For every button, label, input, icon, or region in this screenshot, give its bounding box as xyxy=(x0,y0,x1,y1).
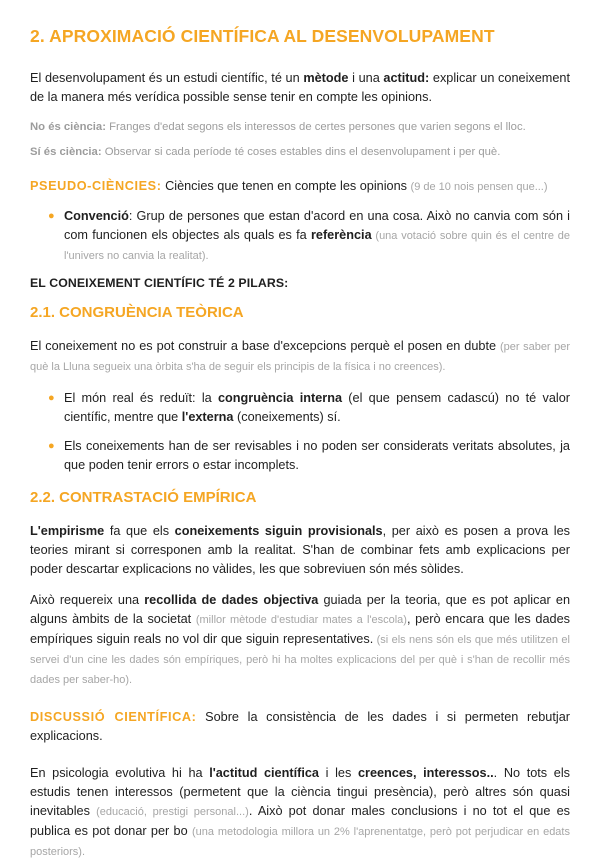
pseudo-ciencies-line xyxy=(30,177,570,197)
convencio-text: : Grup de persones que estan d'acord en una cosa. Això no canvia com són i com funcionen els objectes als quals es fa xyxy=(64,209,570,242)
section-2-2-title: 2.2. CONTRASTACIÓ EMPÍRICA xyxy=(30,489,257,506)
s21-list xyxy=(30,389,570,475)
referencia-bold: referència xyxy=(310,228,372,242)
no-ciencia-line xyxy=(30,119,570,136)
s21-li1-bold-1: congruència interna xyxy=(218,391,343,405)
s21-li1-bold-2: l'externa xyxy=(181,410,234,424)
s22-paragraph-1 xyxy=(30,522,570,579)
intro-text-1: El desenvolupament és un estudi científic, té un xyxy=(30,71,304,85)
final-text-1: En psicologia evolutiva hi ha xyxy=(30,766,210,780)
discussio-paragraph xyxy=(30,708,570,746)
convencio-list xyxy=(30,207,570,266)
s22-p2-text-1: Això requereix una xyxy=(30,593,145,607)
bullet-icon: ● xyxy=(48,440,55,452)
provisionals-bold: coneixements siguin provisionals xyxy=(174,524,383,538)
s22-paragraph-2 xyxy=(30,591,570,690)
list-item xyxy=(30,389,570,427)
s22-p1-text-2: , per això es posen a prova les teories mirant si corresponen amb la realitat. S'han de combinar fets amb explicacions per poder descartar explicacions no vàlides, les que sobreviuen són més sòlides. xyxy=(30,524,570,576)
empirisme-bold: L'empirisme xyxy=(30,524,105,538)
intro-paragraph xyxy=(30,69,570,107)
final-paragraph xyxy=(30,764,570,862)
convencio-bold: Convenció xyxy=(64,209,129,223)
final-text-3: . No tots els estudis tenen interessos (permetent que la ciència tingui presència), però altres són quasi inevitables xyxy=(30,766,571,818)
convencio-note: (una votació sobre quin és el centre de l'univers no canvia la realitat). xyxy=(64,230,571,262)
si-ciencia-label: Sí és ciència: xyxy=(30,146,102,158)
discussio-label: DISCUSSIÓ CIENTÍFICA: xyxy=(30,710,197,724)
s21-li1-text-2: (el que pensem cadascú) no té valor científic, mentre que xyxy=(64,391,570,424)
section-2-1-title: 2.1. CONGRUÈNCIA TEÒRICA xyxy=(30,304,244,321)
pseudo-ciencies-text: Ciències que tenen en compte les opinions xyxy=(161,179,411,193)
recollida-bold: recollida de dades objectiva xyxy=(144,593,319,607)
s22-p2-text-3: , però encara que les dades empíriques siguin reals no vol dir que siguin representatives. xyxy=(30,612,571,646)
bullet-icon: ● xyxy=(48,392,55,404)
s22-p2-note-2: (si els nens són els que més utilitzen el servei d'un cine les dades són empíriques, però hi ha moltes explicacions del per què i s'han de recollir més dades per saber-ho). xyxy=(30,634,570,686)
s21-li1-text-3: (coneixements) sí. xyxy=(233,410,341,424)
bullet-icon: ● xyxy=(48,210,55,222)
list-item xyxy=(30,207,570,266)
no-ciencia-label: No és ciència: xyxy=(30,121,106,133)
s21-text: El coneixement no es pot construir a base d'excepcions perquè el posen en dubte xyxy=(30,339,501,353)
s21-li2-text: Els coneixements han de ser revisables i no poden ser considerats veritats absolutes, ja que poden tenir errors o estar incomplets. xyxy=(64,439,570,472)
page-title: 2. APROXIMACIÓ CIENTÍFICA AL DESENVOLUPAMENT xyxy=(30,26,495,46)
final-text-2: i les xyxy=(318,766,358,780)
s22-p2-note-1: (millor mètode d'estudiar mates a l'escola) xyxy=(195,614,407,626)
s22-p2-text-2: guiada per la teoria, que es pot aplicar en alguns àmbits de la societat xyxy=(30,593,570,626)
intro-text-3: explicar un coneixement de la manera més verídica possible sense tenir en compte les opinions. xyxy=(30,71,570,104)
list-item xyxy=(30,437,570,475)
s21-note: (per saber per què la Lluna segueix una òrbita s'ha de seguir els principis de la física i no creences). xyxy=(30,341,571,373)
creences-bold: creences, interessos.. xyxy=(357,766,494,780)
discussio-text: Sobre la consistència de les dades i si permeten rebutjar explicacions. xyxy=(30,710,570,743)
intro-text-2: i una xyxy=(348,71,384,85)
si-ciencia-text: Observar si cada període té coses estables dins el desenvolupament i per què. xyxy=(101,146,501,158)
pseudo-ciencies-note: (9 de 10 nois pensen que...) xyxy=(410,181,548,193)
final-note-2: (una metodologia millora un 2% l'aprenentatge, però pot perjudicar en edats posteriors). xyxy=(30,826,570,858)
s21-paragraph xyxy=(30,337,570,377)
pseudo-ciencies-label: PSEUDO-CIÈNCIES: xyxy=(30,179,162,193)
final-note-1: (educació, prestigi personal...) xyxy=(96,806,249,818)
pillars-heading: EL CONEIXEMENT CIENTÍFIC TÉ 2 PILARS: xyxy=(30,276,289,290)
actitud-bold: l'actitud científica xyxy=(209,766,319,780)
intro-bold-actitud: actitud: xyxy=(383,71,430,85)
no-ciencia-text: Franges d'edat segons els interessos de certes persones que varien segons el lloc. xyxy=(105,121,526,133)
intro-bold-metode: mètode xyxy=(303,71,349,85)
s22-p1-text-1: fa que els xyxy=(104,524,175,538)
s21-li1-text-1: El món real és reduït: la xyxy=(64,391,218,405)
final-text-4: . Això pot donar males conclusions i no tot el que es publica es pot donar per bo xyxy=(30,804,570,838)
si-ciencia-line xyxy=(30,144,570,161)
